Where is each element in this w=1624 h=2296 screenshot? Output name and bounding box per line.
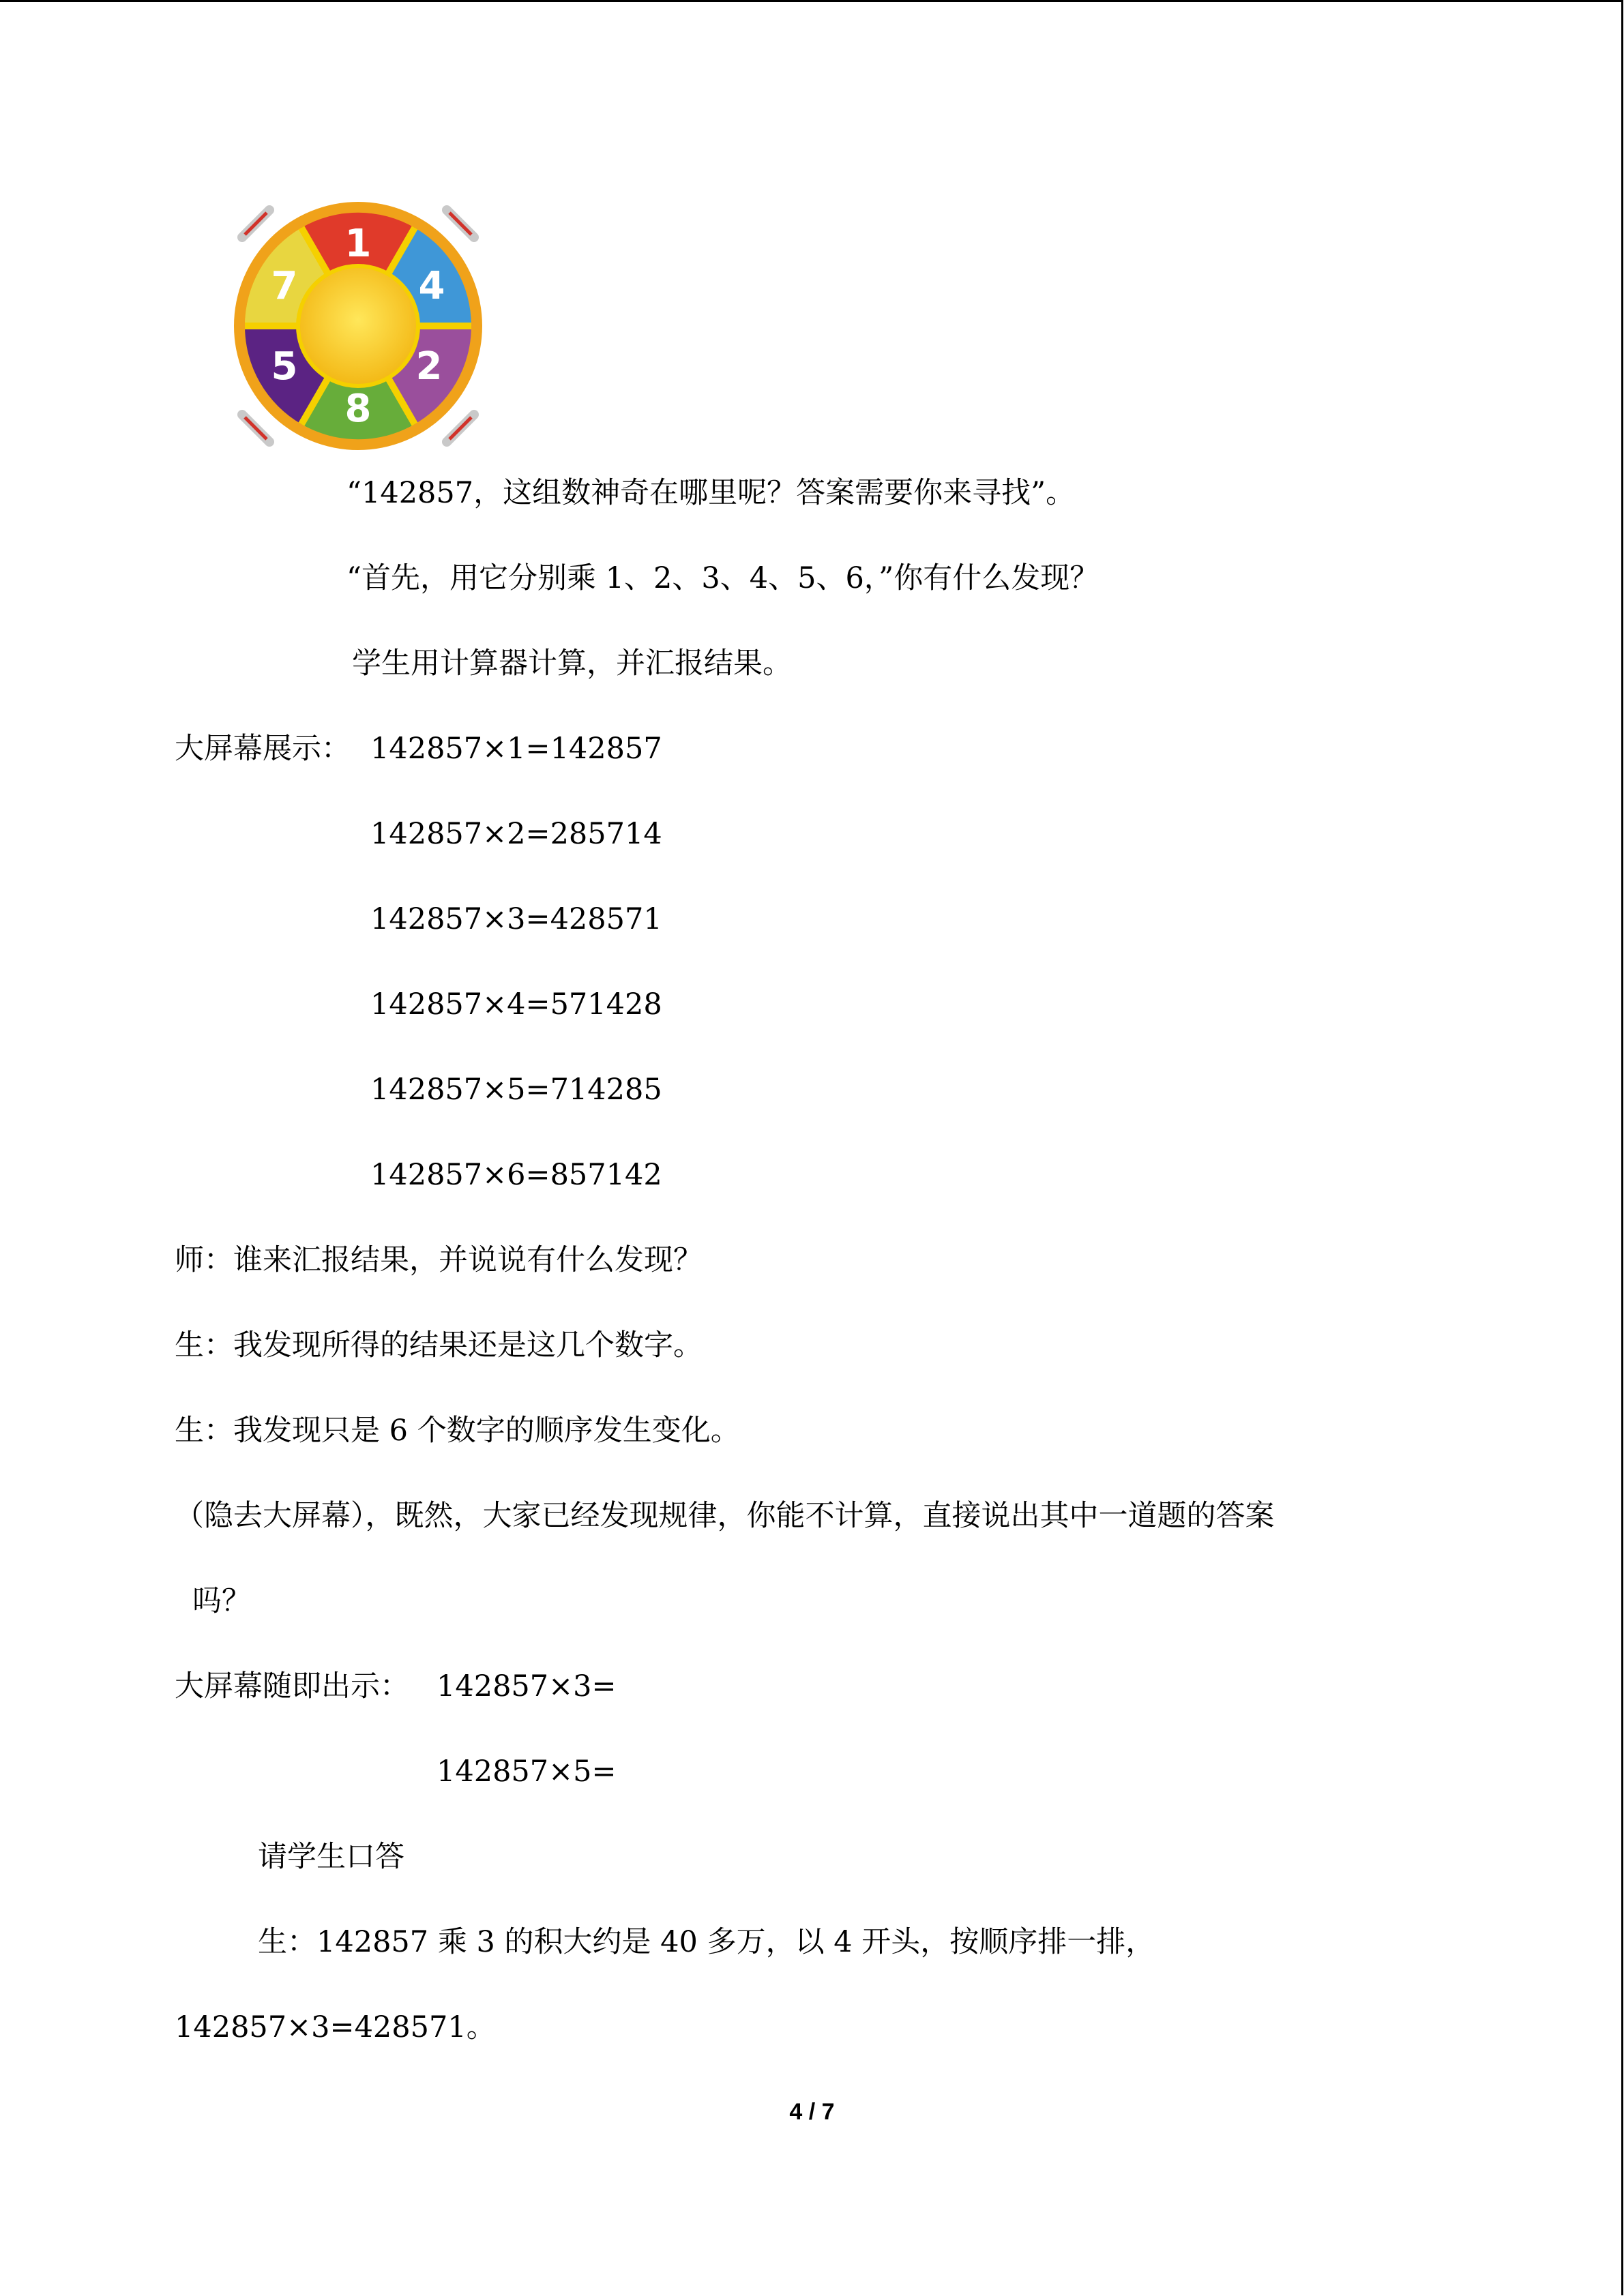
paragraph-intro: “142857，这组数神奇在哪里呢？答案需要你来寻找”。: [346, 476, 1076, 510]
page-number: 4 / 7: [789, 2099, 835, 2125]
screen-label: 大屏幕展示：: [175, 732, 351, 766]
equation-5: 142857×5=714285: [370, 1073, 662, 1107]
wheel-digit-upper-right: 4: [418, 264, 445, 308]
wheel-digit-lower-right: 2: [415, 344, 443, 389]
paragraph-calculator: 学生用计算器计算，并汇报结果。: [352, 646, 792, 681]
hide-screen-line-2: 吗？: [192, 1584, 251, 1618]
teacher-question: 师：谁来汇报结果，并说说有什么发现？: [175, 1243, 703, 1277]
wheel-digit-upper-left: 7: [271, 264, 298, 308]
question-2: 142857×5=: [437, 1755, 617, 1789]
equation-3: 142857×3=428571: [370, 902, 662, 936]
question-1: 142857×3=: [437, 1669, 617, 1703]
equation-2: 142857×2=285714: [370, 817, 662, 851]
equation-1: 142857×1=142857: [370, 732, 662, 766]
student-explanation-line-2: 142857×3=428571。: [175, 2010, 496, 2044]
number-wheel-illustration: [228, 196, 488, 456]
wheel-digit-bottom: 8: [344, 387, 372, 431]
student-explanation-line-1: 生：142857 乘 3 的积大约是 40 多万，以 4 开头，按顺序排一排，: [258, 1925, 1155, 1959]
paragraph-instruction: “首先，用它分别乘 1、2、3、4、5、6，”你有什么发现？: [346, 561, 1099, 595]
wheel-digit-lower-left: 5: [271, 344, 298, 389]
wheel-digit-top: 1: [344, 222, 372, 266]
equation-4: 142857×4=571428: [370, 987, 662, 1022]
hide-screen-line-1: （隐去大屏幕），既然，大家已经发现规律，你能不计算，直接说出其中一道题的答案: [175, 1499, 1275, 1533]
screen2-label: 大屏幕随即出示：: [175, 1669, 409, 1703]
student-answer-1: 生：我发现所得的结果还是这几个数字。: [175, 1328, 703, 1362]
equation-6: 142857×6=857142: [370, 1158, 662, 1192]
ask-students: 请学生口答: [258, 1840, 404, 1874]
student-answer-2: 生：我发现只是 6 个数字的顺序发生变化。: [175, 1414, 740, 1448]
